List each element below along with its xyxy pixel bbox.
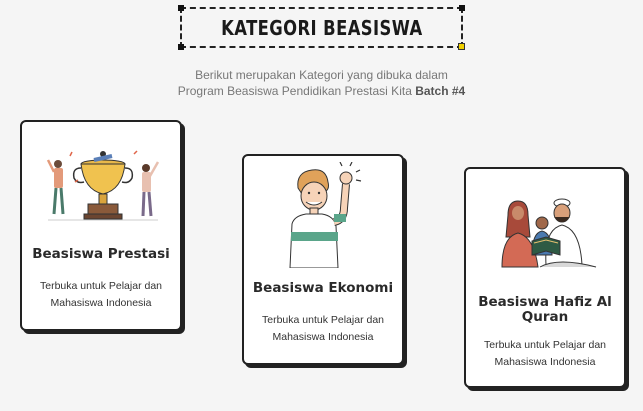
card-description xyxy=(244,312,402,346)
card-description-line-1: Terbuka untuk Pelajar dan xyxy=(40,280,162,292)
card-title: Beasiswa Prestasi xyxy=(32,246,170,262)
subtitle-line-2 xyxy=(0,83,643,99)
resize-handle[interactable] xyxy=(458,43,465,50)
card-description-line-1: Terbuka untuk Pelajar dan xyxy=(262,314,384,326)
card-description-line-1: Terbuka untuk Pelajar dan xyxy=(484,339,606,351)
trophy-celebration-illustration xyxy=(44,150,162,222)
card-title: Beasiswa Hafiz Al Quran xyxy=(478,294,612,325)
batch-label: Batch #4 xyxy=(415,84,466,98)
resize-handle[interactable] xyxy=(178,5,184,11)
subtitle-line-2-text: Program Beasiswa Pendidikan Prestasi Kita xyxy=(177,84,416,98)
section-title-box[interactable] xyxy=(180,7,463,48)
card-description xyxy=(22,278,180,312)
section-subtitle xyxy=(0,67,643,99)
card-description-line-2: Mahasiswa Indonesia xyxy=(50,297,152,309)
resize-handle[interactable] xyxy=(178,44,184,50)
resize-handle[interactable] xyxy=(459,5,465,11)
card-description-line-2: Mahasiswa Indonesia xyxy=(494,356,596,368)
card-description xyxy=(466,337,624,371)
family-reading-quran-illustration xyxy=(498,195,598,271)
subtitle-line-1: Berikut merupakan Kategori yang dibuka dalam xyxy=(195,68,448,82)
waving-boy-illustration xyxy=(284,162,364,268)
card-description-line-2: Mahasiswa Indonesia xyxy=(272,331,374,343)
category-card-ekonomi[interactable] xyxy=(242,154,404,365)
category-card-hafiz[interactable] xyxy=(464,167,626,388)
card-title: Beasiswa Ekonomi xyxy=(252,280,394,296)
section-title: KATEGORI BEASISWA xyxy=(220,15,423,40)
category-card-prestasi[interactable] xyxy=(20,120,182,331)
